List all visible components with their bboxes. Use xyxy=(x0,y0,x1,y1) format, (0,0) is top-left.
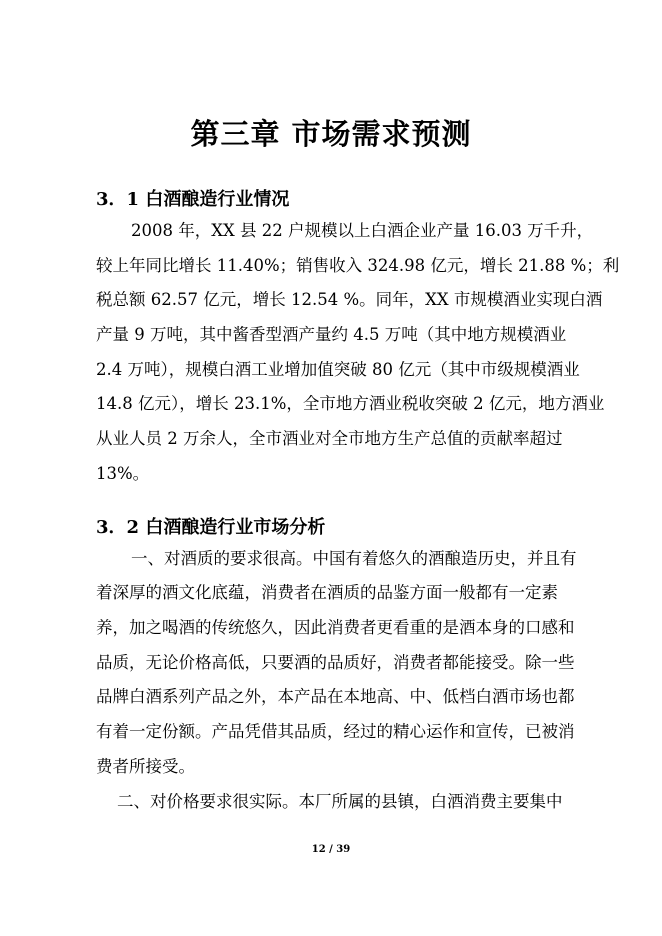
page-number: 12 / 39 xyxy=(311,844,351,855)
paragraph-line: 一、对酒质的要求很高。中国有着悠久的酒酿造历史，并且有 xyxy=(131,549,577,568)
paragraph-line: 2.4 万吨），规模白酒工业增加值突破 80 亿元（其中市级规模酒业 xyxy=(96,360,580,379)
section-heading-3-2: 3．2 白酒酿造行业市场分析 xyxy=(96,517,326,538)
chapter-title: 第三章 市场需求预测 xyxy=(190,117,472,151)
paragraph-line: 2008 年，XX 县 22 户规模以上白酒企业产量 16.03 万千升， xyxy=(131,221,594,240)
paragraph-line: 品质，无论价格高低，只要酒的品质好，消费者都能接受。除一些 xyxy=(96,653,575,672)
paragraph-line: 税总额 62.57 亿元，增长 12.54 %。同年，XX 市规模酒业实现白酒 xyxy=(96,290,603,309)
paragraph-line: 二、对价格要求很实际。本厂所属的县镇，白酒消费主要集中 xyxy=(117,792,563,811)
paragraph-line: 品牌白酒系列产品之外，本产品在本地高、中、低档白酒市场也都 xyxy=(96,687,575,706)
paragraph-line: 产量 9 万吨，其中酱香型酒产量约 4.5 万吨（其中地方规模酒业 xyxy=(96,325,567,344)
paragraph-line: 13%。 xyxy=(96,464,150,483)
paragraph-line: 14.8 亿元），增长 23.1%，全市地方酒业税收突破 2 亿元，地方酒业 xyxy=(96,394,605,413)
section-heading-3-1: 3．1 白酒酿造行业情况 xyxy=(96,189,290,210)
paragraph-line: 费者所接受。 xyxy=(96,757,195,776)
paragraph-line: 从业人员 2 万余人，全市酒业对全市地方生产总值的贡献率超过 xyxy=(96,429,563,448)
paragraph-line: 较上年同比增长 11.40%；销售收入 324.98 亿元，增长 21.88 %；利 xyxy=(96,256,620,275)
paragraph-line: 着深厚的酒文化底蕴，消费者在酒质的品鉴方面一般都有一定素 xyxy=(96,583,558,602)
paragraph-line: 养，加之喝酒的传统悠久，因此消费者更看重的是酒本身的口感和 xyxy=(96,618,575,637)
paragraph-line: 有着一定份额。产品凭借其品质，经过的精心运作和宣传，已被消 xyxy=(96,722,575,741)
